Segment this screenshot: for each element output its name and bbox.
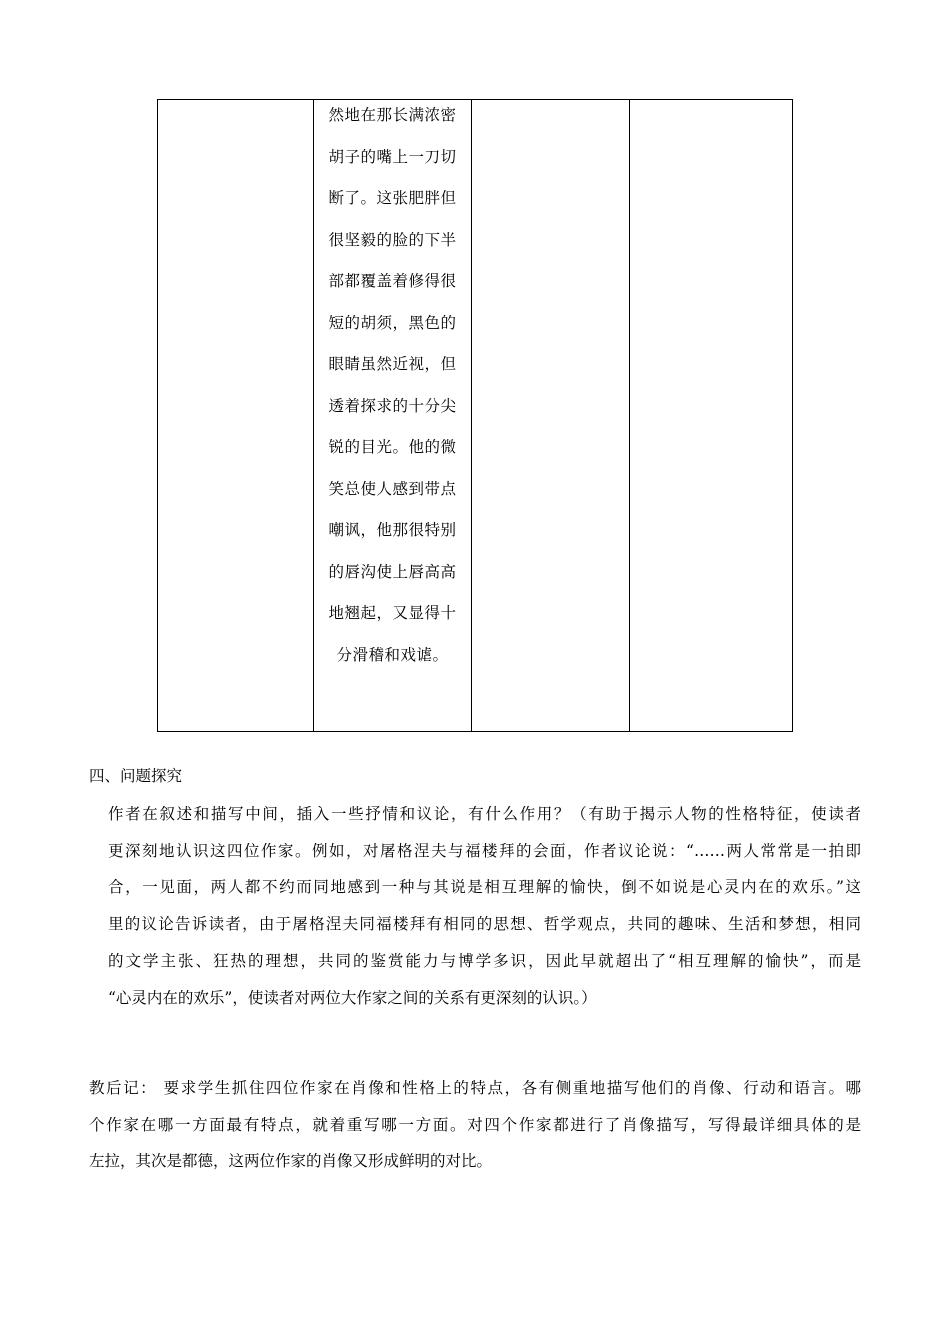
paragraph-line: “心灵内在的欢乐”，使读者对两位大作家之间的关系有更深刻的认识。） xyxy=(108,988,597,1007)
table-row xyxy=(158,100,793,732)
table-cell-4 xyxy=(630,100,793,732)
cell-line: 透着探求的十分尖 xyxy=(328,396,457,415)
table-cell-3 xyxy=(472,100,630,732)
paragraph-line: 更深刻地认识这四位作家。例如，对屠格涅夫与福楼拜的会面，作者议论说：“……两人常常是一拍即 xyxy=(108,841,861,860)
cell-line: 然地在那长满浓密 xyxy=(328,106,457,124)
cell-text xyxy=(314,100,471,683)
afterword-paragraph xyxy=(89,1070,861,1180)
section-heading: 四、问题探究 xyxy=(89,767,183,785)
afterword-line: 左拉，其次是都德，这两位作家的肖像又形成鲜明的对比。 xyxy=(89,1152,493,1171)
cell-line: 很坚毅的脸的下半 xyxy=(328,230,457,249)
problem-paragraph xyxy=(89,796,861,1016)
cell-line: 断了。这张肥胖但 xyxy=(328,189,457,207)
table-cell-1 xyxy=(158,100,314,732)
paragraph-line: 的文学主张、狂热的理想，共同的鉴赏能力与博学多识，因此早就超出了“相互理解的愉快”，而是 xyxy=(108,951,861,970)
lesson-table xyxy=(157,99,793,732)
cell-line: 胡子的嘴上一刀切 xyxy=(328,147,457,166)
cell-line: 分滑稽和戏谑。 xyxy=(336,645,449,664)
cell-line: 眼睛虽然近视，但 xyxy=(328,355,457,373)
cell-line: 嘲讽，他那很特别 xyxy=(328,521,457,539)
paragraph-line: 合，一见面，两人都不约而同地感到一种与其说是相互理解的愉快，倒不如说是心灵内在的欢乐。”这 xyxy=(108,878,861,897)
cell-line: 的唇沟使上唇高高 xyxy=(328,562,457,581)
cell-line: 锐的目光。他的微 xyxy=(328,438,457,456)
cell-line: 笑总使人感到带点 xyxy=(328,479,457,498)
cell-line: 部都覆盖着修得很 xyxy=(328,272,457,290)
paragraph-line: 里的议论告诉读者，由于屠格涅夫同福楼拜有相同的思想、哲学观点，共同的趣味、生活和梦想，相同 xyxy=(108,915,861,934)
table-cell-description xyxy=(314,100,472,732)
afterword-line: 个作家在哪一方面最有特点，就着重写哪一方面。对四个作家都进行了肖像描写，写得最详细具体的是 xyxy=(89,1115,861,1134)
afterword-line: 教后记： 要求学生抓住四位作家在肖像和性格上的特点，各有侧重地描写他们的肖像、行动和语言。哪 xyxy=(89,1079,861,1097)
paragraph-line: 作者在叙述和描写中间，插入一些抒情和议论，有什么作用？（有助于揭示人物的性格特征，使读者 xyxy=(108,805,861,823)
cell-line: 地翘起，又显得十 xyxy=(328,604,457,622)
cell-line: 短的胡须，黑色的 xyxy=(328,313,457,332)
